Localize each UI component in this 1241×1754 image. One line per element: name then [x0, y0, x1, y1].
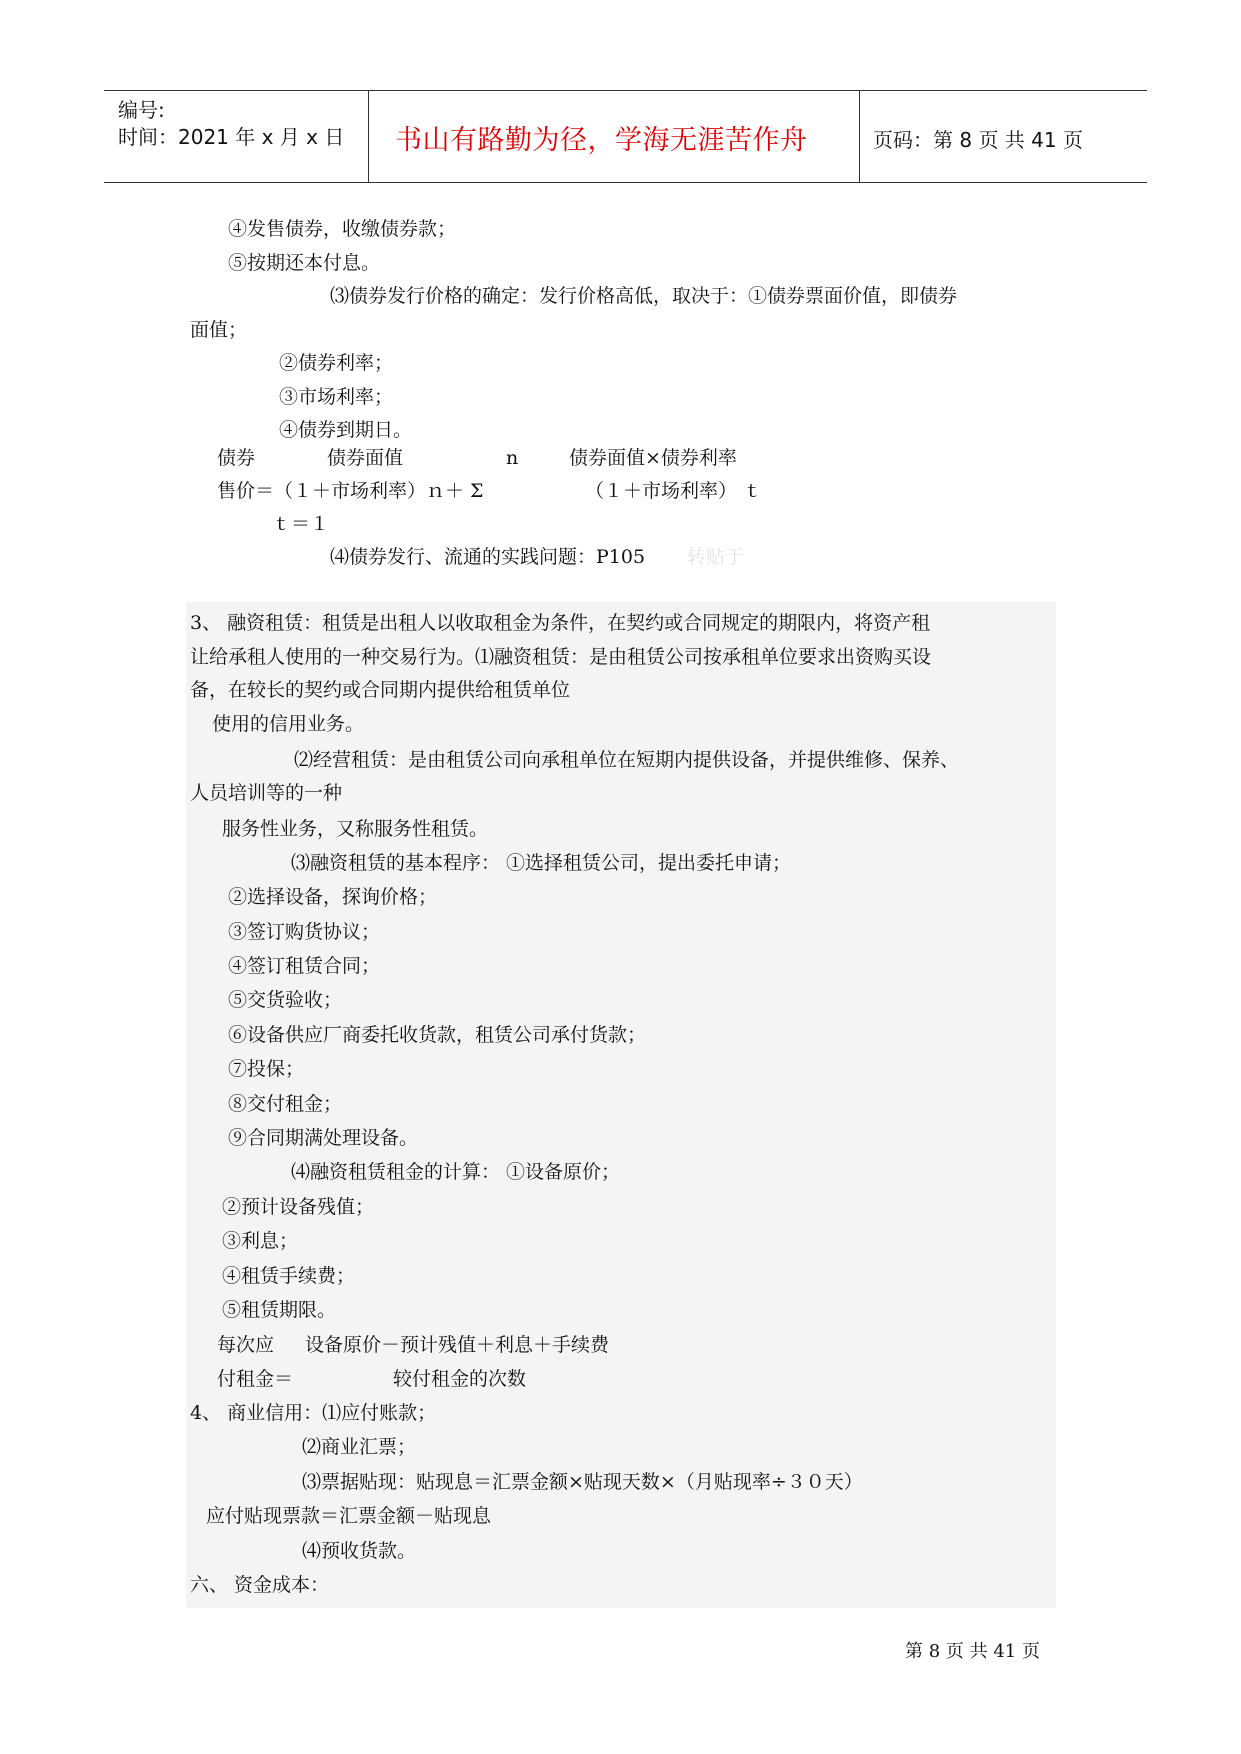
header-time-label: 时间：2021 年 x 月 x 日: [118, 125, 345, 149]
formula-text: 设备原价－预计残值＋利息＋手续费: [305, 1334, 610, 1356]
text-line: ⑶融资租赁的基本程序： ①选择租赁公司，提出委托申请；: [291, 852, 792, 874]
text-line: ③市场利率；: [279, 386, 394, 408]
section-heading: 4、 商业信用：⑴应付账款；: [190, 1402, 437, 1424]
text-line: 服务性业务，又称服务性租赁。: [222, 818, 489, 840]
formula-text: ｔ＝１: [272, 513, 330, 535]
text-line: ⑷预收货款。: [302, 1540, 417, 1562]
text-line: ⑥设备供应厂商委托收货款，租赁公司承付货款；: [228, 1024, 647, 1046]
header-page-label: 页码：第 8 页 共 41 页: [873, 128, 1083, 152]
text-line: ⑧交付租金；: [228, 1093, 343, 1115]
formula-text: 售价＝（１＋市场利率）ｎ＋ Σ: [217, 480, 484, 502]
header-motto: 书山有路勤为径，学海无涯苦作舟: [395, 125, 808, 156]
text-line: ④签订租赁合同；: [228, 955, 381, 977]
header-top-rule: [104, 90, 1147, 91]
text-line: ⑨合同期满处理设备。: [228, 1127, 419, 1149]
formula-text: 债券: [217, 447, 256, 469]
text-line: 应付贴现票款＝汇票金额－贴现息: [206, 1505, 492, 1527]
formula-text: （１＋市场利率） ｔ: [585, 480, 763, 502]
text-line: ⑵商业汇票；: [302, 1436, 417, 1458]
header-number-label: 编号:: [118, 98, 165, 122]
header-bottom-rule: [104, 182, 1147, 183]
text-line: 面值；: [190, 319, 248, 341]
text-line: 备，在较长的契约或合同期内提供给租赁单位: [190, 679, 571, 701]
text-line: ⑷债券发行、流通的实践问题：P105: [330, 546, 646, 568]
header-divider-left: [368, 90, 369, 183]
formula-text: 付租金＝: [217, 1368, 294, 1390]
section-heading: 3、 融资租赁：租赁是出租人以收取租金为条件，在契约或合同规定的期限内，将资产租: [190, 612, 931, 634]
formula-text: 债券面值×债券利率: [569, 447, 737, 469]
text-line: 让给承租人使用的一种交易行为。⑴融资租赁：是由租赁公司按承租单位要求出资购买设: [190, 646, 932, 668]
text-line: ④发售债券，收缴债券款；: [228, 218, 457, 240]
text-line: 使用的信用业务。: [212, 713, 365, 735]
formula-text: 每次应: [217, 1334, 275, 1356]
faint-watermark-text: 转贴于: [687, 546, 745, 568]
text-line: ③签订购货协议；: [228, 921, 381, 943]
footer-page-number: 第 8 页 共 41 页: [905, 1641, 1040, 1662]
formula-text: n: [506, 447, 519, 469]
text-line: ④债券到期日。: [279, 419, 413, 441]
text-line: ②债券利率；: [279, 352, 394, 374]
text-line: ⑶债券发行价格的确定：发行价格高低，取决于：①债券票面价值，即债券: [330, 285, 958, 307]
text-line: ⑷融资租赁租金的计算： ①设备原价；: [291, 1161, 621, 1183]
formula-text: 较付租金的次数: [393, 1368, 527, 1390]
text-line: ⑶票据贴现：贴现息＝汇票金额×贴现天数×（月贴现率÷３０天）: [302, 1471, 863, 1493]
formula-text: 债券面值: [327, 447, 404, 469]
text-line: ⑤交货验收；: [228, 989, 343, 1011]
text-line: ⑤按期还本付息。: [228, 252, 381, 274]
section-heading: 六、 资金成本：: [190, 1574, 330, 1596]
text-line: ⑦投保；: [228, 1058, 305, 1080]
text-line: ⑤租赁期限。: [222, 1299, 337, 1321]
text-line: ②预计设备残值；: [222, 1196, 375, 1218]
text-line: ⑵经营租赁：是由租赁公司向承租单位在短期内提供设备，并提供维修、保养、: [294, 749, 960, 771]
text-line: ③利息；: [222, 1230, 299, 1252]
text-line: ④租赁手续费；: [222, 1265, 356, 1287]
text-line: 人员培训等的一种: [190, 782, 343, 804]
header-divider-right: [859, 90, 860, 183]
text-line: ②选择设备，探询价格；: [228, 886, 438, 908]
